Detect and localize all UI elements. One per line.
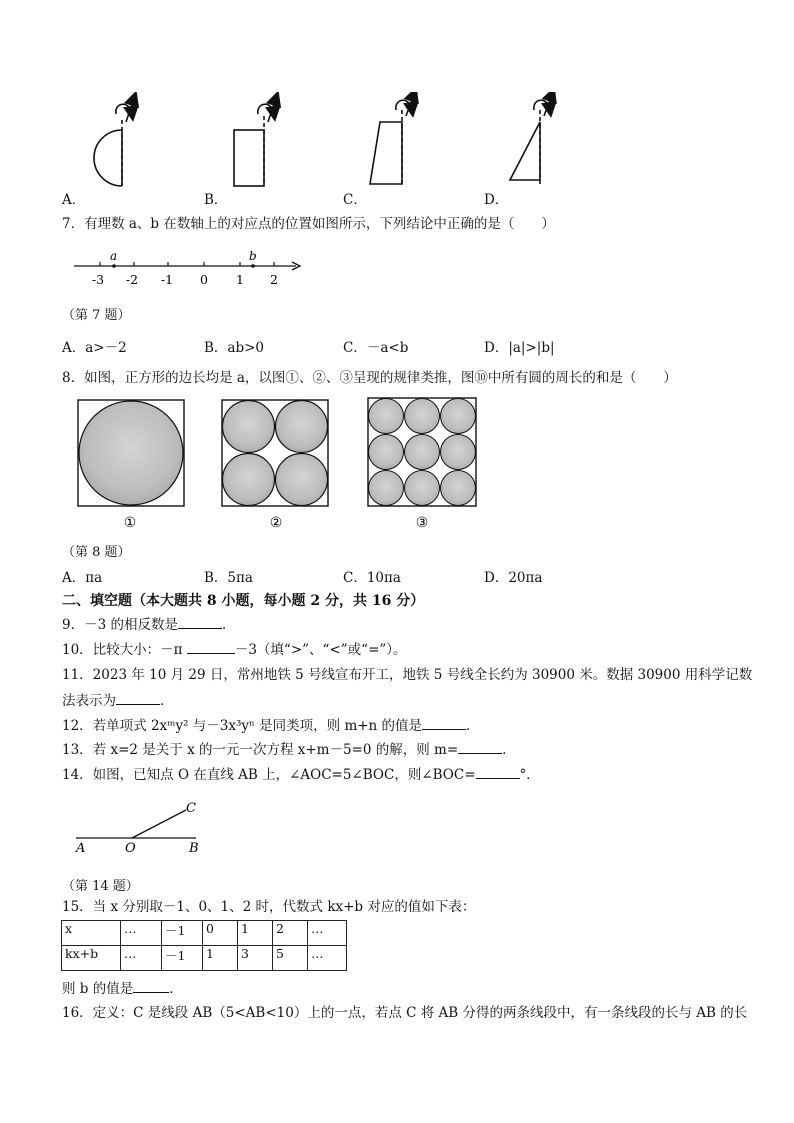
table-cell: x [62,921,121,946]
q7-tick-label: 1 [236,272,244,287]
q7-option-b: B．ab>0 [204,340,265,356]
q8-label-3: ③ [415,515,429,531]
section-heading: 二、填空题（本大题共 8 小题，每小题 2 分，共 16 分） [62,593,425,609]
q8-option-c: C．10πa [343,570,401,586]
table-cell: －1 [162,921,203,946]
q7-tick-label: 0 [200,272,208,287]
q6-option-b: B． [204,192,228,208]
table-cell: 0 [203,921,238,946]
q6-option-d: D． [484,192,509,208]
q15-table [61,920,347,971]
q8-stem: 8．如图，正方形的边长均是 a，以图①、②、③呈现的规律类推，图⑩中所有圆的周长的和是（ ） [62,370,677,386]
q8-caption: （第 8 题） [62,545,131,560]
table-cell: 1 [238,921,273,946]
q7-point-b: b [249,250,257,263]
q8-label-1: ① [123,515,137,531]
q7-option-a: A．a>－2 [62,340,127,356]
q6-option-c: C． [343,192,367,208]
q14-label-b: B [189,841,199,856]
q8-figures [70,396,490,536]
q10-text: 10．比较大小：－π [62,642,187,658]
table-cell: … [121,946,162,971]
q12: 12．若单项式 2xᵐy² 与－3x³yⁿ 是同类项，则 m+n 的值是 ． [62,718,480,734]
q11-line2: 法表示为 ． [62,693,174,709]
answer-blank[interactable] [116,692,160,705]
q14-figure [70,798,220,858]
table-row [62,921,347,946]
q6-option-a: A． [62,192,86,208]
q7-option-d: D．|a|>|b| [484,340,555,356]
q13: 13．若 x=2 是关于 x 的一元一次方程 x+m－5=0 的解，则 m= ． [62,742,516,758]
q8-figure-2 [222,400,328,506]
answer-blank[interactable] [458,741,502,754]
q7-tick-label: -3 [91,272,105,287]
answer-blank[interactable] [422,717,466,730]
table-cell: 3 [238,946,273,971]
q7-point-a: a [110,250,118,263]
q13-text: 13．若 x=2 是关于 x 的一元一次方程 x+m－5=0 的解，则 m= [62,742,459,758]
table-cell: 2 [273,921,308,946]
q14-label-a: A [76,841,86,856]
q7-tick-label: 2 [270,272,278,287]
q9: 9．－3 的相反数是 ． [62,617,236,633]
table-cell: … [121,921,162,946]
figure-a-semicircle [94,98,134,186]
q6-figures [60,92,580,192]
table-cell: 5 [273,946,308,971]
figure-d-triangle [510,94,552,186]
answer-blank[interactable] [187,641,235,654]
q14-text: 14．如图，已知点 O 在直线 AB 上，∠AOC=5∠BOC，则∠BOC= [62,767,476,783]
q15-stem: 15．当 x 分别取－1、0、1、2 时，代数式 kx+b 对应的值如下表： [62,899,476,915]
q12-text: 12．若单项式 2xᵐy² 与－3x³yⁿ 是同类项，则 m+n 的值是 [62,718,423,734]
q7-tick-label: -2 [125,272,139,287]
q7-caption: （第 7 题） [62,308,131,323]
q8-option-a: A．πa [62,570,103,586]
q7-stem: 7．有理数 a、b 在数轴上的对应点的位置如图所示，下列结论中正确的是（ ） [62,216,555,232]
q11-line1: 11．2023 年 10 月 29 日，常州地铁 5 号线宣布开工，地铁 5 号线全长约为 30900 米。数据 30900 用科学记数 [62,667,753,683]
q8-option-d: D．20πa [484,570,543,586]
q14-label-c: C [186,801,196,816]
q8-option-b: B．5πa [204,570,253,586]
q16-text: 16．定义：C 是线段 AB（5<AB<10）上的一点，若点 C 将 AB 分得的两条线段中，有一条线段的长与 AB 的长 [62,1005,748,1021]
q14-caption: （第 14 题） [62,879,139,894]
q7-option-c: C．－a<b [343,340,409,356]
figure-c-trapezoid [370,94,414,186]
q8-figure-3 [368,398,476,506]
answer-blank[interactable] [133,980,169,993]
table-cell: … [308,946,347,971]
q15-after: 则 b 的值是 ． [62,981,183,997]
q7-number-line [70,250,310,290]
table-cell: 1 [203,946,238,971]
table-row [62,946,347,971]
q7-tick-label: -1 [160,272,174,287]
q10: 10．比较大小：－π －3（填“>”、“<”或“=”）。 [62,642,407,658]
table-cell: kx+b [62,946,121,971]
answer-blank[interactable] [476,766,520,779]
q8-figure-1 [78,400,184,506]
answer-blank[interactable] [178,616,222,629]
q9-text: 9．－3 的相反数是 [62,617,178,633]
figure-b-rectangle [234,98,276,186]
q8-label-2: ② [269,515,283,531]
table-cell: －1 [162,946,203,971]
q14-label-o: O [125,841,136,856]
table-cell: … [308,921,347,946]
q14: 14．如图，已知点 O 在直线 AB 上，∠AOC=5∠BOC，则∠BOC= °． [62,767,540,783]
